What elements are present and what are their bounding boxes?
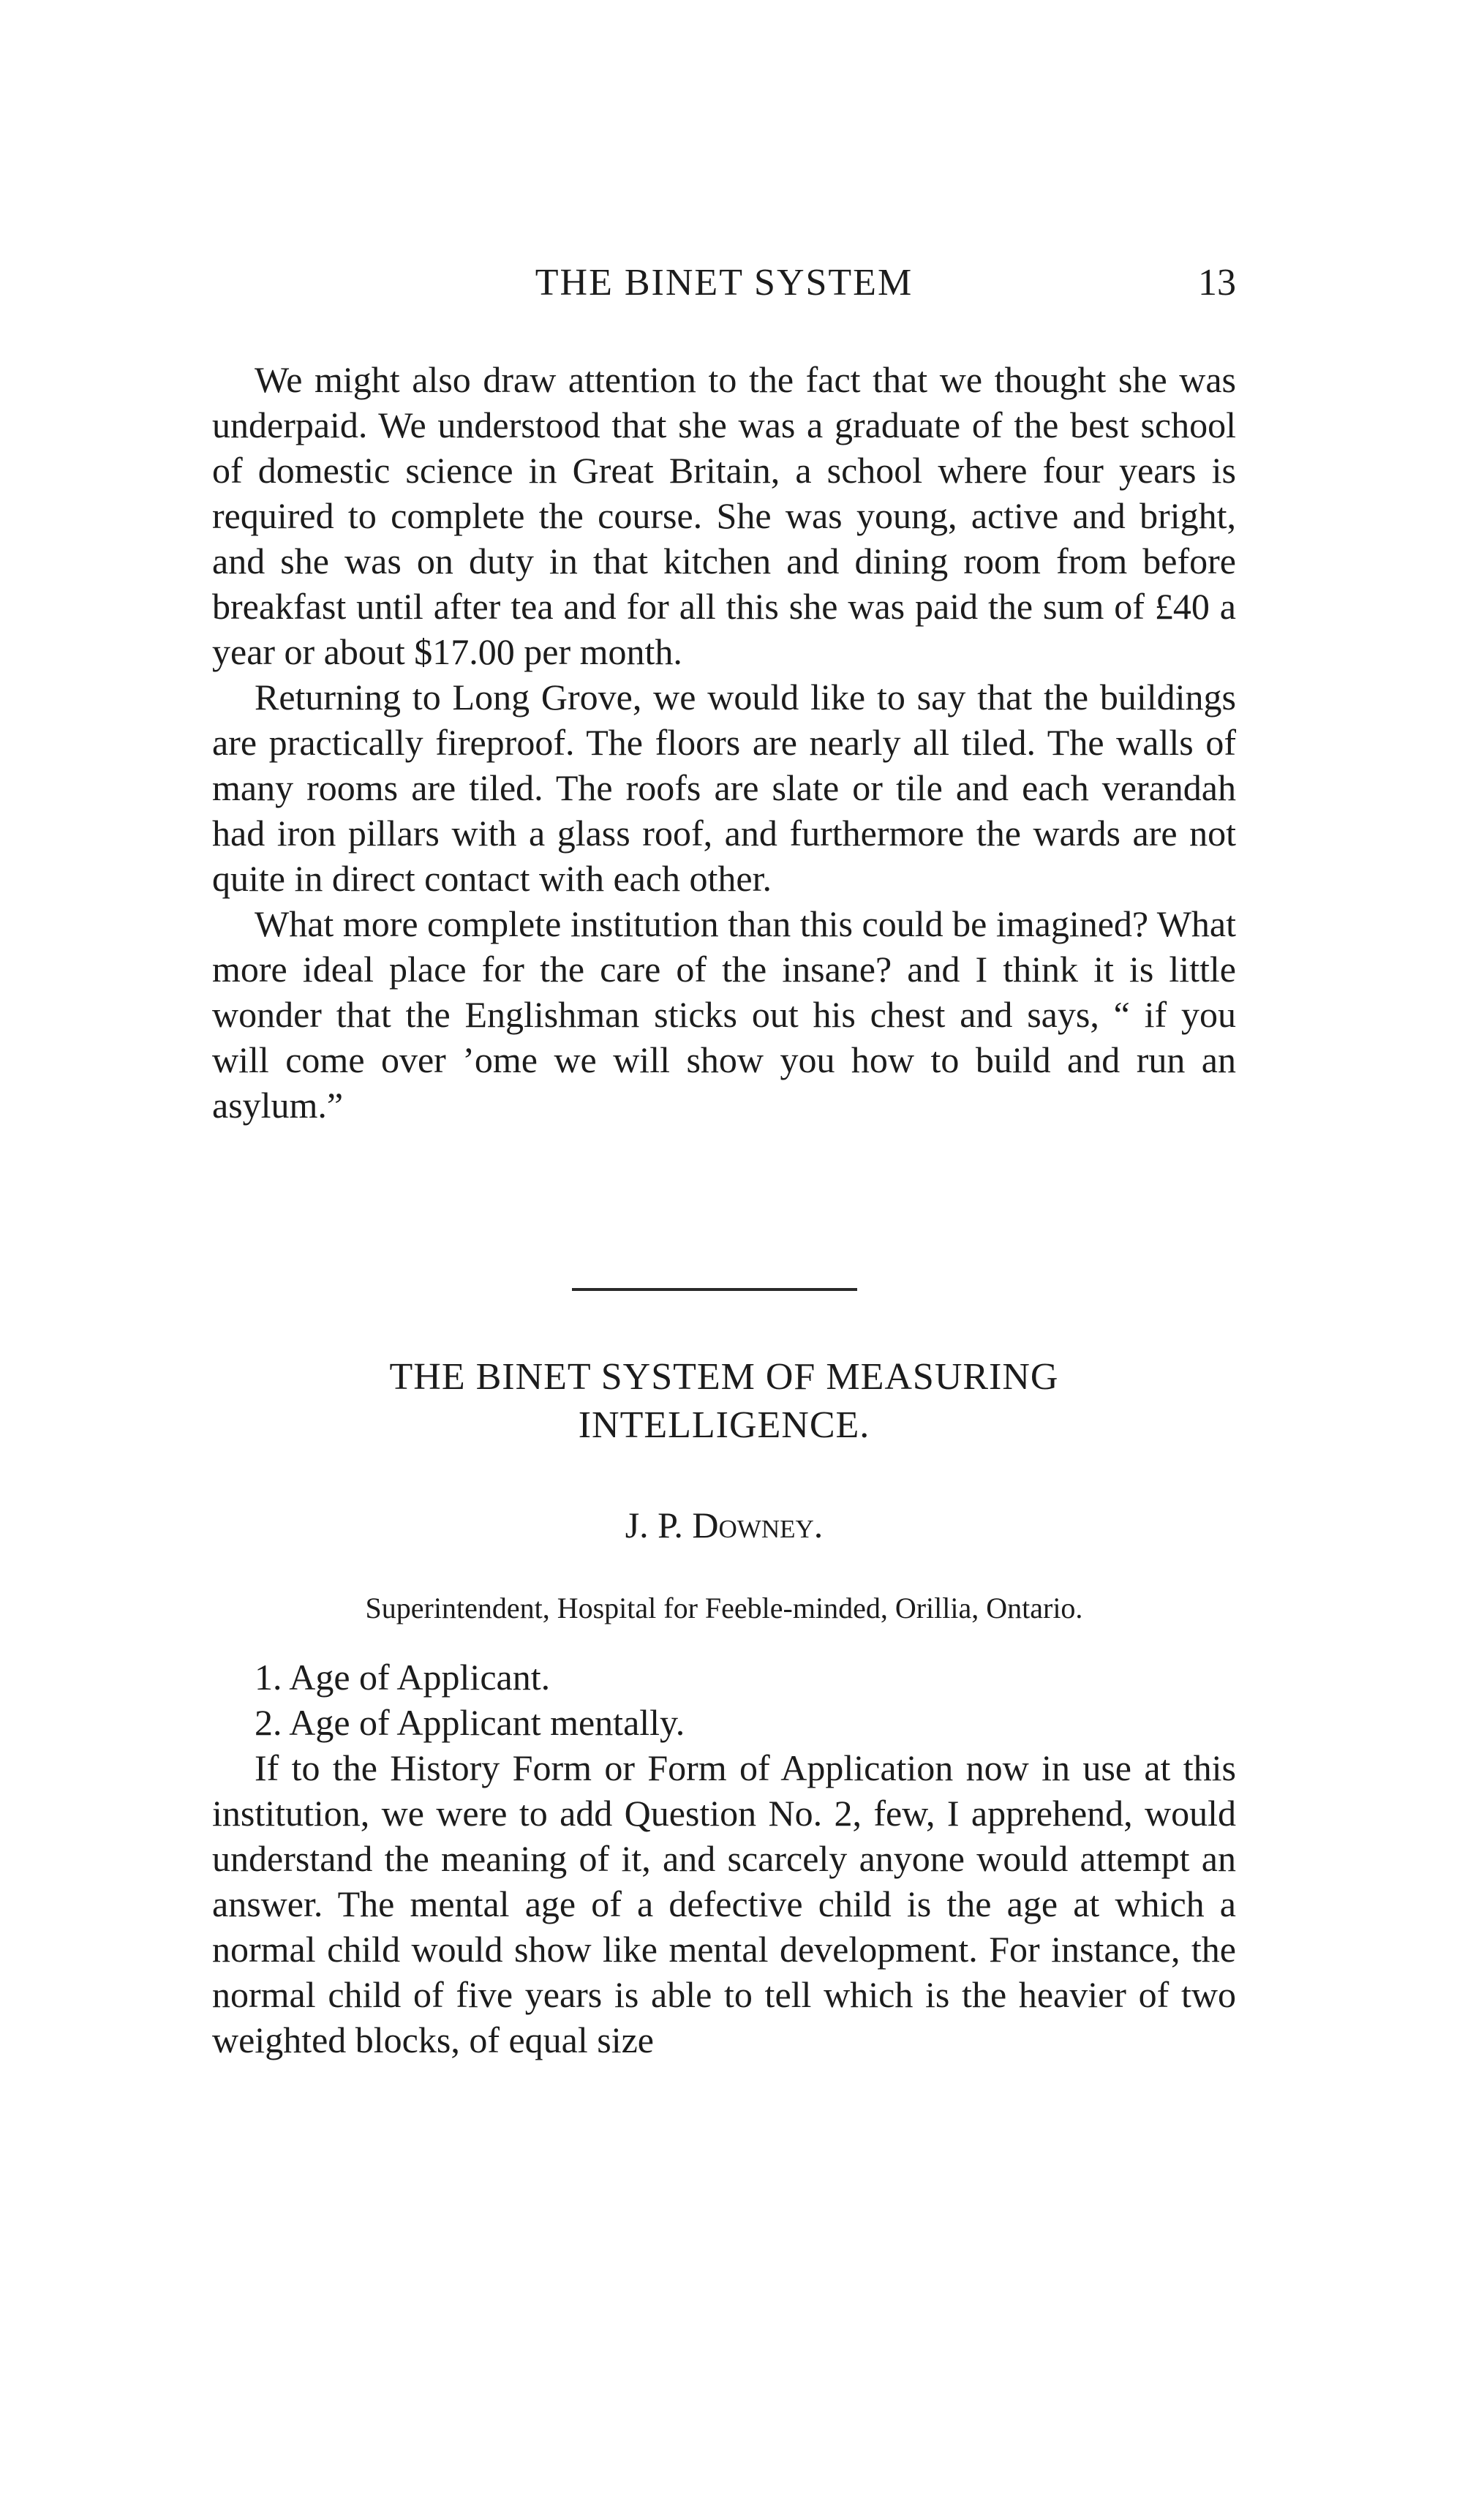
list-item: 2. Age of Applicant mentally.: [255, 1702, 685, 1743]
continued-text: [212, 357, 1236, 1128]
article-title: [212, 1353, 1236, 1450]
running-title: THE BINET SYSTEM: [535, 262, 914, 304]
article-body: [212, 1654, 1236, 2063]
paragraph: We might also draw attention to the fact that we thought she was underpaid. We understood that she was a graduate of the best school of domestic science in Great Britain, a school where four years is required to complete the course. She was young, active and bright, and she was on duty in that kitchen and dining room from before breakfast until after tea and for all this she was paid the sum of £40 a year or about $17.00 per month.: [212, 359, 1236, 672]
author-name: J. P. Downey.: [625, 1505, 824, 1545]
paragraph: Returning to Long Grove, we would like to say that the buildings are practically fireproof. The floors are nearly all tiled. The walls of many rooms are tiled. The roofs are slate or tile and each verandah had iron pillars with a glass roof, and furthermore the wards are not quite in direct contact with each other.: [212, 677, 1236, 899]
author-affiliation: Superintendent, Hospital for Feeble-minded, Orillia, Ontario.: [365, 1592, 1083, 1624]
page-number: 13: [1198, 262, 1236, 304]
section-divider: [572, 1288, 857, 1291]
list-item: 1. Age of Applicant.: [255, 1657, 551, 1698]
paragraph: If to the History Form or Form of Application now in use at this institution, we were to add Question No. 2, few, I apprehend, would understand the meaning of it, and scarcely anyone would attempt an answer. The mental age of a defective child is the age at which a normal child would show like mental development. For instance, the normal child of five years is able to tell which is the heavier of two weighted blocks, of equal size: [212, 1747, 1236, 2060]
running-head: [212, 257, 1236, 309]
article-title-line: THE BINET SYSTEM OF MEASURING: [389, 1356, 1059, 1398]
article-title-line: INTELLIGENCE.: [578, 1404, 870, 1446]
paragraph: What more complete institution than this could be imagined? What more ideal place for the care of the insane? and I think it is little wonder that the Englishman sticks out his chest and says, “ if you will come over ’ome we will show you how to build and run an asylum.”: [212, 903, 1236, 1126]
